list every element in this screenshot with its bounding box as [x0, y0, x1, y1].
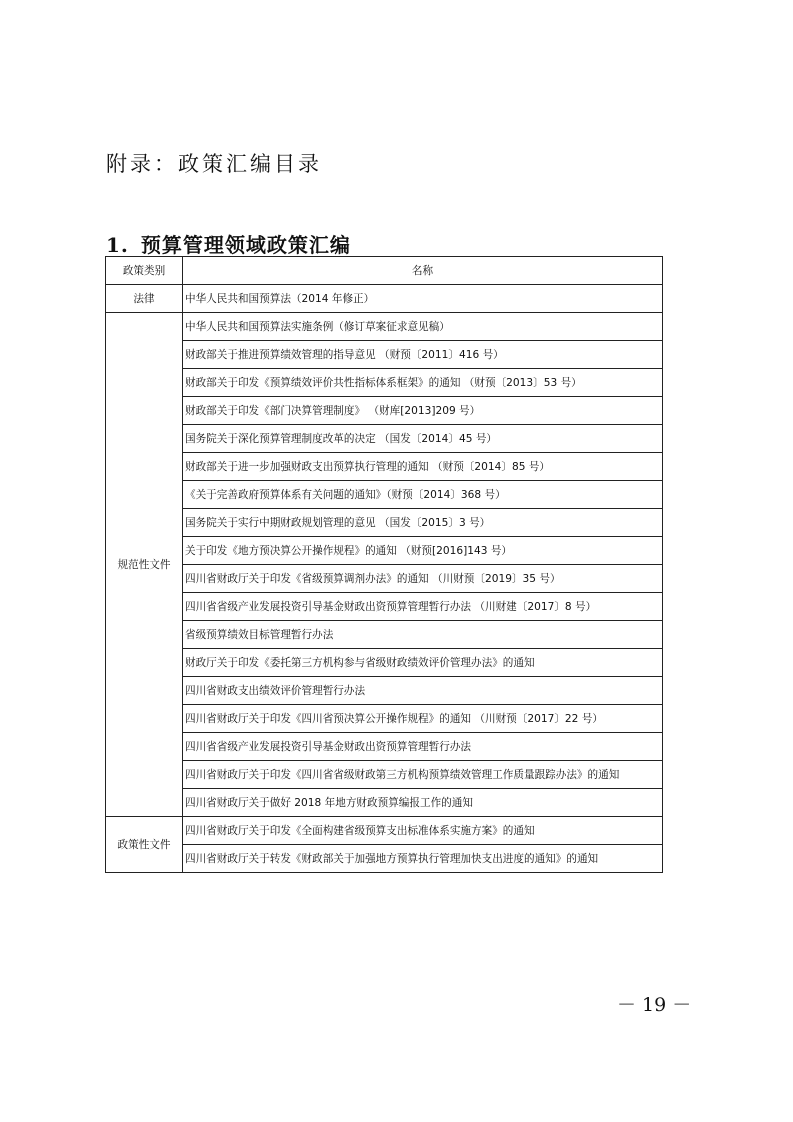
policy-name-cell: 财政部关于印发《部门决算管理制度》 （财库[2013]209 号）	[183, 397, 663, 425]
policy-name-cell: 四川省财政厅关于转发《财政部关于加强地方预算执行管理加快支出进度的通知》的通知	[183, 845, 663, 873]
table-row	[106, 677, 663, 705]
table-row	[106, 481, 663, 509]
table-row	[106, 369, 663, 397]
table-row	[106, 733, 663, 761]
table-row	[106, 789, 663, 817]
table-row	[106, 565, 663, 593]
policy-category-cell: 规范性文件	[106, 313, 183, 817]
policy-name-cell: 财政部关于印发《预算绩效评价共性指标体系框架》的通知 （财预〔2013〕53 号）	[183, 369, 663, 397]
policy-name-cell: 国务院关于深化预算管理制度改革的决定 （国发〔2014〕45 号）	[183, 425, 663, 453]
policy-name-cell: 省级预算绩效目标管理暂行办法	[183, 621, 663, 649]
policy-name-cell: 四川省财政支出绩效评价管理暂行办法	[183, 677, 663, 705]
table-row	[106, 705, 663, 733]
policy-name-cell: 财政部关于推进预算绩效管理的指导意见 （财预〔2011〕416 号）	[183, 341, 663, 369]
policy-name-cell: 关于印发《地方预决算公开操作规程》的通知 （财预[2016]143 号）	[183, 537, 663, 565]
policy-table	[105, 256, 663, 873]
policy-name-cell: 四川省省级产业发展投资引导基金财政出资预算管理暂行办法 （川财建〔2017〕8 号）	[183, 593, 663, 621]
policy-category-cell: 政策性文件	[106, 817, 183, 873]
policy-name-cell: 四川省财政厅关于印发《四川省省级财政第三方机构预算绩效管理工作质量跟踪办法》的通知	[183, 761, 663, 789]
policy-name-cell: 国务院关于实行中期财政规划管理的意见 （国发〔2015〕3 号）	[183, 509, 663, 537]
page-number: － 19 －	[617, 994, 692, 1016]
table-row	[106, 313, 663, 341]
section-title: 预算管理领域政策汇编	[140, 233, 351, 257]
table-header-row	[106, 257, 663, 285]
policy-category-cell: 法律	[106, 285, 183, 313]
table-row	[106, 397, 663, 425]
table-row	[106, 621, 663, 649]
policy-name-cell: 财政部关于进一步加强财政支出预算执行管理的通知 （财预〔2014〕85 号）	[183, 453, 663, 481]
policy-name-cell: 四川省省级产业发展投资引导基金财政出资预算管理暂行办法	[183, 733, 663, 761]
table-body	[106, 285, 663, 873]
policy-name-cell: 四川省财政厅关于印发《全面构建省级预算支出标准体系实施方案》的通知	[183, 817, 663, 845]
column-header-category: 政策类别	[106, 257, 183, 285]
table-row	[106, 509, 663, 537]
policy-name-cell: 四川省财政厅关于印发《省级预算调剂办法》的通知 （川财预〔2019〕35 号）	[183, 565, 663, 593]
table-row	[106, 845, 663, 873]
table-row	[106, 285, 663, 313]
appendix-title: 附录：政策汇编目录	[106, 152, 322, 176]
table-row	[106, 341, 663, 369]
table-row	[106, 453, 663, 481]
policy-name-cell: 《关于完善政府预算体系有关问题的通知》（财预〔2014〕368 号）	[183, 481, 663, 509]
table-row	[106, 425, 663, 453]
column-header-name: 名称	[183, 257, 663, 285]
table-row	[106, 761, 663, 789]
policy-name-cell: 中华人民共和国预算法（2014 年修正）	[183, 285, 663, 313]
policy-name-cell: 四川省财政厅关于印发《四川省预决算公开操作规程》的通知 （川财预〔2017〕22 号）	[183, 705, 663, 733]
policy-name-cell: 四川省财政厅关于做好 2018 年地方财政预算编报工作的通知	[183, 789, 663, 817]
table-row	[106, 649, 663, 677]
policy-name-cell: 财政厅关于印发《委托第三方机构参与省级财政绩效评价管理办法》的通知	[183, 649, 663, 677]
section-heading	[106, 229, 351, 258]
table-row	[106, 817, 663, 845]
section-number: 1.	[106, 233, 129, 257]
table-row	[106, 537, 663, 565]
policy-name-cell: 中华人民共和国预算法实施条例（修订草案征求意见稿）	[183, 313, 663, 341]
table-row	[106, 593, 663, 621]
